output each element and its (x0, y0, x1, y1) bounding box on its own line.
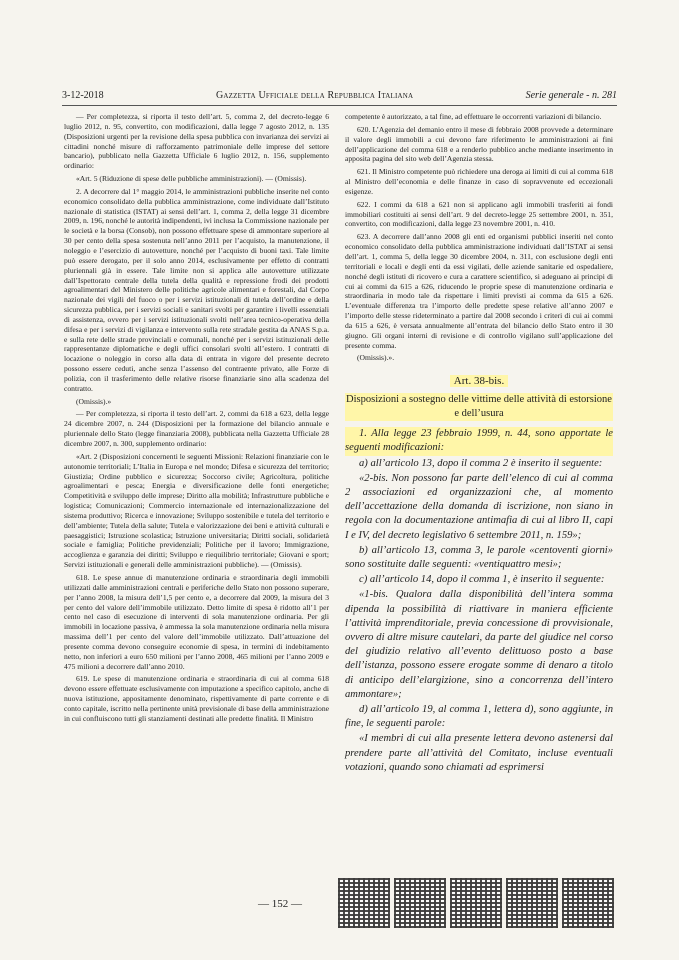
article-paragraph: b) all’articolo 13, comma 3, le parole «centoventi giorni» sono sostituite dalle seguenti: «ventiquattro mesi»; (345, 544, 613, 570)
paragraph: 619. Le spese di manutenzione ordinaria e straordinaria di cui al comma 618 devono essere effettuate esclusivamente con imputazione a specifico capitolo, anche di nuova istituzione, appositamente denominato, rispettivamente di parte corrente e di conto capitale, iscritto nella pertinente unità previsionale di base della amministrazione in cui confluiscono tutti gli stanziamenti destinati alle predette finalità. Il Ministro (64, 674, 329, 723)
header-series: Serie generale - n. 281 (525, 90, 617, 101)
paragraph: 623. A decorrere dall’anno 2008 gli enti ed organismi pubblici inseriti nel conto economico consolidato della pubblica amministrazione individuati dall’ISTAT ai sensi dell’art. 1, comma 5, della legge 30 dicembre 2004, n. 311, con esclusione degli enti territoriali e locali e degli enti da essi vigilati, delle aziende sanitarie ed ospedaliere, nonché degli istituti di ricovero e cura a carattere scientifico, si adeguano ai principi di cui ai commi da 615 a 626, riducendo le proprie spese di manutenzione ordinaria e straordinaria in modo tale da rispettare i limiti previsti ai comma da 615 a 626. L’eventuale differenza tra l’importo delle predette spese relative all’anno 2007 e l’importo delle stesse rideterminato a partire dal 2008 secondo i criteri di cui ai commi da 615 a 626, è versata annualmente all’entrata del bilancio dello Stato entro il 30 giugno. Gli organi interni di revisione e di controllo vigilano sull’applicazione del presente comma. (345, 232, 613, 350)
article-paragraph: «1-bis. Qualora dalla disponibilità dell’intera somma dipenda la possibilità di riattivare in maniera efficiente l’attività imprenditoriale, previa concessione di provvisionale, ovvero di altre misure cautelari, da parte del giudice nel corso del giudizio relativo all’evento delittuoso posto a base dell’istanza, possono essere erogate somme di denaro a titolo di anticipo dell’elargizione, sino a concorrenza dell’intero ammontare»; (345, 589, 613, 700)
header-date: 3-12-2018 (62, 90, 104, 101)
paragraph: «Art. 5 (Riduzione di spese delle pubbliche amministrazioni). — (Omissis). (76, 174, 307, 184)
paragraph: competente è autorizzato, a tal fine, ad effettuare le occorrenti variazioni di bilancio. (345, 112, 602, 121)
paragraph: — Per completezza, si riporta il testo dell’art. 5, comma 2, del decreto-legge 6 luglio 2012, n. 95, convertito, con modificazioni, dalla legge 7 agosto 2012, n. 135 (Disposizioni urgenti per la revisione della spesa pubblica con invarianza dei servizi ai cittadini nonché misure di rafforzamento patrimoniale delle imprese del settore bancario), pubblicato nella Gazzetta Ufficiale 6 luglio 2012, n. 156, supplemento ordinario: (64, 112, 329, 171)
paragraph: 621. Il Ministro competente può richiedere una deroga ai limiti di cui al comma 618 al Ministro dell’economia e delle finanze in caso di sopravvenute ed eccezionali esigenze. (345, 167, 613, 196)
header-title: Gazzetta Ufficiale della Repubblica Italiana (216, 90, 414, 101)
barcode-image (506, 878, 558, 928)
article-paragraph: 1. Alla legge 23 febbraio 1999, n. 44, sono apportate le seguenti modificazioni: (345, 427, 613, 455)
article-body (345, 427, 613, 775)
header-rule (62, 105, 617, 106)
page-number: — 152 — (258, 898, 302, 910)
article-paragraph: d) all’articolo 19, al comma 1, lettera d), sono aggiunte, in fine, le seguenti parole: (345, 703, 613, 730)
article-title: Art. 38-bis. (345, 377, 613, 387)
paragraph: (Omissis).». (357, 353, 395, 363)
running-header (62, 90, 617, 104)
article-paragraph: a) all’articolo 13, dopo il comma 2 è inserito il seguente: (359, 457, 603, 469)
paragraph: 620. L’Agenzia del demanio entro il mese di febbraio 2008 provvede a determinare il valore degli immobili a cui devono fare riferimento le amministrazioni ai fini dell’applicazione del comma 618 e a renderlo pubblico anche mediante inserimento in apposita pagina del sito web dell’Agenzia stessa. (345, 124, 613, 164)
right-column (345, 112, 613, 776)
article-paragraph: «I membri di cui alla presente lettera devono astenersi dal prendere parte all’attività del Comitato, incluse eventuali votazioni, quando sono chiamati ad esprimersi (345, 733, 613, 773)
barcode-image (450, 878, 502, 928)
left-column (64, 112, 329, 727)
article-paragraph: c) all’articolo 14, dopo il comma 1, è inserito il seguente: (359, 574, 605, 586)
barcode-image (394, 878, 446, 928)
paragraph: 618. Le spese annue di manutenzione ordinaria e straordinaria degli immobili utilizzati dalle amministrazioni centrali e periferiche dello Stato non possono superare, per l’anno 2008, la misura dell’1,5 per cento e, a decorrere dal 2009, la misura del 3 per cento del valore dell’immobile utilizzato. Detto limite di spesa è ridotto all’1 per cento nel caso di esecuzione di interventi di sola manutenzione ordinaria. Per gli immobili in locazione passiva, è ammessa la sola manutenzione ordinaria nella misura massima dell’1 per cento del valore dell’immobile utilizzato. Dall’attuazione del presente comma devono conseguire economie di spesa, in termini di indebitamento netto, non inferiori a euro 650 milioni per l’anno 2008, 465 milioni per l’anno 2009 e 475 milioni a decorrere dall’anno 2010. (64, 572, 329, 671)
paragraph: (Omissis).» (76, 396, 112, 406)
barcode-image (562, 878, 614, 928)
paragraph: 2. A decorrere dal 1° maggio 2014, le amministrazioni pubbliche inserite nel conto economico consolidato della pubblica amministrazione, come individuate dall’Istituto nazionale di statistica (ISTAT) ai sensi dell’art. 1, comma 2, della legge 31 dicembre 2009, n. 196, nonché le autorità indipendenti, ivi inclusa la Commissione nazionale per le società e la borsa (Consob), non possono effettuare spese di ammontare superiore al 30 per cento della spesa sostenuta nell’anno 2011 per l’acquisto, la manutenzione, il noleggio e l’esercizio di autovetture, nonché per l’acquisto di buoni taxi. Tale limite può essere derogato, per il solo anno 2014, esclusivamente per effetto di contratti pluriennali già in essere. Tale limite non si applica alle autovetture utilizzate dall’Ispettorato centrale della tutela della qualità e repressione frodi dei prodotti agroalimentari del Ministero delle politiche agricole alimentari e forestali, dal Corpo nazionale dei vigili del fuoco o per i servizi istituzionali di tutela dell’ordine e della sicurezza pubblica, per i servizi sociali e sanitari svolti per garantire i livelli essenziali di assistenza, ovvero per i servizi istituzionali svolti nell’area tecnico-operativa della difesa e per i servizi di vigilanza e intervento sulla rete stradale gestita da ANAS S.p.a. e sulla rete delle strade provinciali e comunali, nonché per i servizi istituzionali delle rappresentanze diplomatiche e degli uffici consolari svolti all’estero. I contratti di locazione o noleggio in corso alla data di entrata in vigore del presente decreto possono essere ceduti, anche senza l’assenso del contraente privato, alle Forze di polizia, con il trasferimento delle relative risorse finanziarie sino alla scadenza del contratto. (64, 186, 329, 393)
paragraph: «Art. 2 (Disposizioni concernenti le seguenti Missioni: Relazioni finanziarie con le autonomie territoriali; L’Italia in Europa e nel mondo; Difesa e sicurezza del territorio; Giustizia; Ordine pubblico e sicurezza; Soccorso civile; Agricoltura, politiche agroalimentari e pesca; Energia e diversificazione delle fonti energetiche; Competitività e sviluppo delle imprese; Diritto alla mobilità; Infrastrutture pubbliche e logistica; Comunicazioni; Commercio internazionale ed internazionalizzazione del sistema produttivo; Ricerca e innovazione; Sviluppo sostenibile e tutela del territorio e dell’ambiente; Tutela della salute; Tutela e valorizzazione dei beni e attività culturali e paesaggistici; Istruzione scolastica; Istruzione universitaria; Diritti sociali, solidarietà sociale e famiglia; Politiche previdenziali; Politiche per il lavoro; Immigrazione, accoglienza e garanzia dei diritti; Sviluppo e riequilibrio territoriale; Giovani e sport; Servizi istituzionali e generali delle amministrazioni pubbliche). — (Omissis). (64, 451, 329, 570)
article-paragraph: «2-bis. Non possono far parte dell’elenco di cui al comma 2 associazioni ed organizzazioni che, al momento dell’accettazione della domanda di iscrizione, non siano in regola con la documentazione antimafia di cui al libro II, capi I e IV, del decreto legislativo 6 settembre 2011, n. 159»; (345, 472, 613, 541)
barcode-image (338, 878, 390, 928)
paragraph: — Per completezza, si riporta il testo dell’art. 2, commi da 618 a 623, della legge 24 dicembre 2007, n. 244 (Disposizioni per la formazione del bilancio annuale e pluriennale dello Stato (legge finanziaria 2008), pubblicata nella Gazzetta Ufficiale 28 dicembre 2007, n. 300, supplemento ordinario: (64, 409, 329, 448)
paragraph: 622. I commi da 618 a 621 non si applicano agli immobili trasferiti ai fondi immobiliari costituiti ai sensi dell’art. 9 del decreto-legge 25 settembre 2001, n. 351, convertito, con modificazioni, dalla legge 23 novembre 2001, n. 410. (345, 199, 613, 229)
article-subtitle: Disposizioni a sostegno delle vittime delle attività di estorsione e dell’usura (346, 394, 612, 420)
